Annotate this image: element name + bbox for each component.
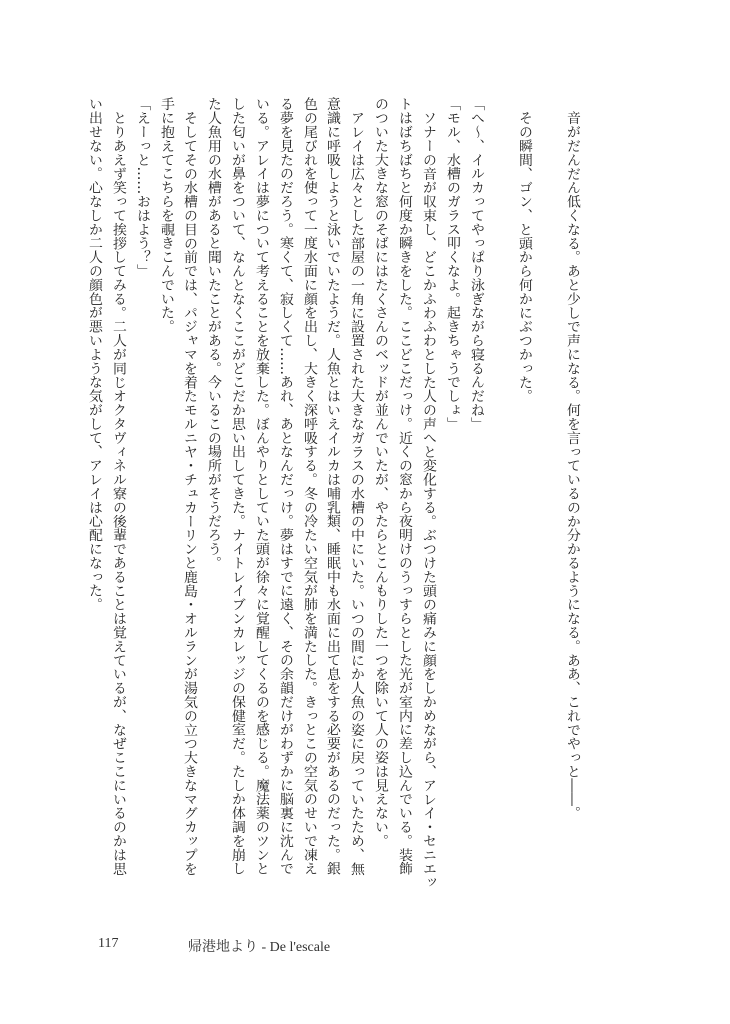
text-column: 音がだんだん低くなる。あと少しで声になる。何を言っているのか分かるようになる。ああ、これでやっと――。 [564,111,580,820]
text-column: た人魚用の水槽があると聞いたことがある。今いるこの場所がそうだろう。 [205,97,221,570]
text-column: その瞬間、ゴン、と頭から何かにぶつかった。 [516,111,532,403]
text-column: いる。アレイは夢について考えることを放棄した。ぼんやりとしていた頭が徐々に覚醒してくるのを感じる。魔法薬のツンと [253,97,269,876]
text-column: とりあえず笑って挨拶してみる。二人が同じオクタヴィネル寮の後輩であることは覚えているが、なぜここにいるのかは思 [110,111,126,876]
text-column: る夢を見たのだろう。寒くて、寂しくて……あれ、あとなんだっけ。夢はすでに遠く、その余韻だけがわずかに脳裏に沈んで [277,97,293,876]
dialogue-column: 「えーっと……おはよう？」 [134,97,150,278]
text-column: のついた大きな窓のそばにはたくさんのベッドが並んでいたが、やたらとこんもりした一つを除いて人の姿は見えない。 [372,97,388,848]
text-column: 手に抱えてこちらを覗きこんでいた。 [158,97,174,334]
text-column: 色の尾びれを使って一度水面に顔を出し、大きく深呼吸する。冬の冷たい空気が肺を満たした。きっとこの空気のせいで凍え [301,97,317,876]
blank-line [536,97,560,897]
page-number: 117 [98,936,119,951]
dialogue-column: 「へ～、イルカってやっぱり泳ぎながら寝るんだね」 [468,97,484,431]
dialogue-column: 「モル、水槽のガラス叩くなよ。起きちゃうでしょ」 [444,97,460,431]
text-column: そしてその水槽の目の前では、パジャマを着たモルニヤ・チュカーリンと鹿島・オルランが湯気の立つ大きなマグカップを [181,111,197,876]
running-title: 帰港地より - De l'escale [188,940,331,955]
text-column: トはばちばちと何度か瞬きをした。ここどこだっけ。近くの窓から夜明けのうっすらとした光が室内に差し込んでいる。装飾 [396,97,412,876]
blank-line [488,97,512,897]
text-column: した匂いが鼻をついて、なんとなくここがどこだか思い出してきた。ナイトレイブンカレッジの保健室だ。たしか体調を崩し [229,97,245,876]
text-column: アレイは広々とした部屋の一角に設置された大きなガラスの水槽の中にいた。いつの間にか人魚の姿に戻っていたため、無 [348,111,364,876]
text-column: 意識に呼吸しようと泳いでいたようだ。人魚とはいえイルカは哺乳類、睡眠中も水面に出て息をする必要があるのだった。銀 [324,97,340,876]
text-column: い出せない。心なしか二人の顔色が悪いような気がして、アレイは心配になった。 [86,97,102,612]
text-column: ソナーの音が収束し、どこかふわふわとした人の声へと変化する。ぶつけた頭の痛みに顔をしかめながら、アレイ・セニエッ [420,111,436,890]
